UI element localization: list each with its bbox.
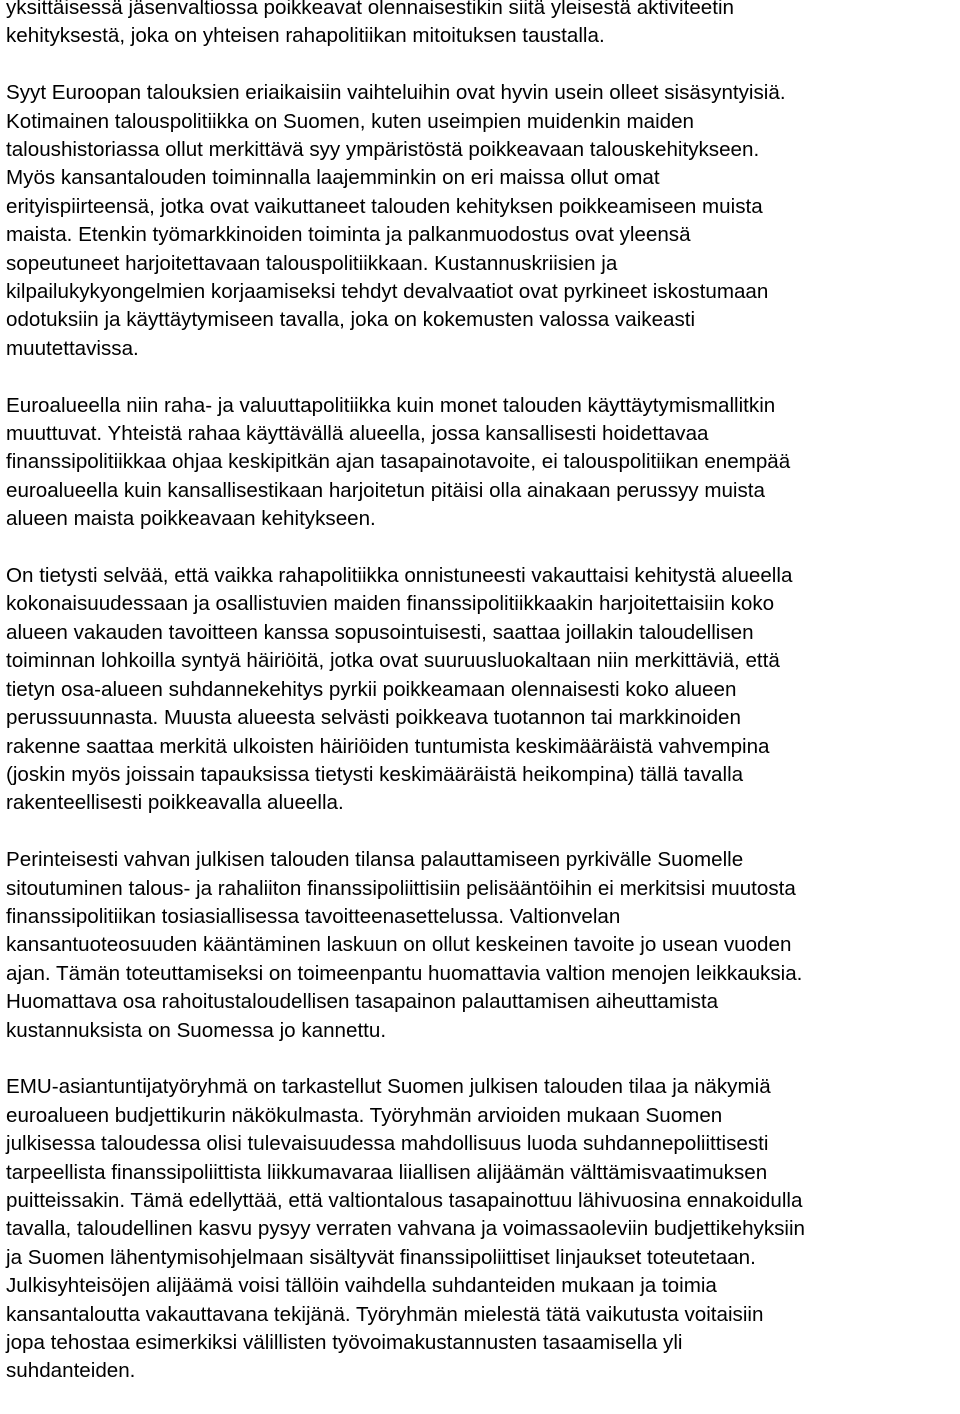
text-line: perussuunnasta. Muusta alueesta selvästi poikkeava tuotannon tai markkinoiden xyxy=(6,706,741,730)
text-line: rakenne saattaa merkitä ulkoisten häiriöiden tuntumista keskimääräistä vahvempina xyxy=(6,734,770,758)
text-line: kokonaisuudessaan ja osallistuvien maiden finanssipolitiikkaakin harjoitettaisiin koko xyxy=(6,592,775,616)
text-line: julkisessa taloudessa olisi tulevaisuudessa mahdollisuus luoda suhdannepoliittisesti xyxy=(6,1132,769,1156)
text-line: finanssipolitiikan tosiasiallisessa tavoitteenasettelussa. Valtionvelan xyxy=(6,904,621,928)
text-line: Huomattava osa rahoitustaloudellisen tasapainon palauttamisen aiheuttamista xyxy=(6,990,719,1014)
paragraph-4 xyxy=(6,562,956,818)
text-line: Euroalueella niin raha- ja valuuttapolitiikka kuin monet talouden käyttäytymismallitkin xyxy=(6,393,776,417)
text-line: ja Suomen lähentymisohjelmaan sisältyvät finanssipoliittiset linjaukset toteutetaan. xyxy=(6,1245,756,1269)
text-line: finanssipolitiikkaa ohjaa keskipitkän ajan tasapainotavoite, ei talouspolitiikan enempää xyxy=(6,450,791,474)
text-line: Myös kansantalouden toiminnalla laajemminkin on eri maissa ollut omat xyxy=(6,166,660,190)
text-line: puitteissakin. Tämä edellyttää, että valtiontalous tasapainottuu lähivuosina ennakoidulla xyxy=(6,1188,803,1212)
text-line: euroalueen budjettikurin näkökulmasta. Työryhmän arvioiden mukaan Suomen xyxy=(6,1103,723,1127)
text-line: odotuksiin ja käyttäytymiseen tavalla, joka on kokemusten valossa vaikeasti xyxy=(6,308,696,332)
text-line: euroalueella kuin kansallisestikaan harjoitetun pitäisi olla ainakaan perussyy muista xyxy=(6,478,765,502)
text-line: muuttuvat. Yhteistä rahaa käyttävällä alueella, jossa kansallisesti hoidettavaa xyxy=(6,422,709,446)
text-line: muutettavissa. xyxy=(6,336,139,360)
text-line: yksittäisessä jäsenvaltiossa poikkeavat olennaisestikin siitä yleisestä aktiviteetin xyxy=(6,0,735,19)
text-line: Kotimainen talouspolitiikka on Suomen, kuten useimpien muidenkin maiden xyxy=(6,109,695,133)
text-line: sitoutuminen talous- ja rahaliiton finanssipoliittisiin pelisääntöihin ei merkitsisi muutosta xyxy=(6,876,796,900)
text-line: alueen maista poikkeavaan kehitykseen. xyxy=(6,507,376,531)
text-line: Julkisyhteisöjen alijäämä voisi tällöin vaihdella suhdanteiden mukaan ja toimia xyxy=(6,1274,717,1298)
text-line: taloushistoriassa ollut merkittävä syy ympäristöstä poikkeavaan talouskehitykseen. xyxy=(6,138,760,162)
text-line: alueen vakauden tavoitteen kanssa sopusointuisesti, saattaa joillakin taloudellisen xyxy=(6,620,754,644)
text-line: Syyt Euroopan talouksien eriaikaisiin vaihteluihin ovat hyvin usein olleet sisäsyntyisiä. xyxy=(6,81,786,105)
paragraph-2 xyxy=(6,79,956,363)
text-line: maista. Etenkin työmarkkinoiden toiminta ja palkanmuodostus ovat yleensä xyxy=(6,223,691,247)
text-line: kansantaloutta vakauttavana tekijänä. Työryhmän mielestä tätä vaikutusta voitaisiin xyxy=(6,1302,764,1326)
paragraph-1 xyxy=(6,0,956,51)
paragraph-3 xyxy=(6,392,956,534)
text-line: kansantuoteosuuden kääntäminen laskuun on ollut keskeinen tavoite jo usean vuoden xyxy=(6,933,792,957)
text-line: ajan. Tämän toteuttamiseksi on toimeenpantu huomattavia valtion menojen leikkauksia. xyxy=(6,961,803,985)
text-line: kehityksestä, joka on yhteisen rahapolitiikan mitoituksen taustalla. xyxy=(6,24,605,48)
text-line: tarpeellista finanssipoliittista liikkumavaraa liiallisen alijäämän välttämisvaatimuksen xyxy=(6,1160,768,1184)
document-page xyxy=(6,0,956,1414)
text-line: On tietysti selvää, että vaikka rahapolitiikka onnistuneesti vakauttaisi kehitystä alueella xyxy=(6,564,793,588)
text-line: rakenteellisesti poikkeavalla alueella. xyxy=(6,791,344,815)
text-line: kustannuksista on Suomessa jo kannettu. xyxy=(6,1018,387,1042)
text-line: kilpailukykyongelmien korjaamiseksi tehdyt devalvaatiot ovat pyrkineet iskostumaan xyxy=(6,280,769,304)
text-line: (joskin myös joissain tapauksissa tietysti keskimääräistä heikompina) tällä tavalla xyxy=(6,762,744,786)
text-line: tavalla, taloudellinen kasvu pysyy verraten vahvana ja voimassaoleviin budjettikehyksiin xyxy=(6,1217,806,1241)
text-line: tietyn osa-alueen suhdannekehitys pyrkii poikkeamaan olennaisesti koko alueen xyxy=(6,677,737,701)
text-line: EMU-asiantuntijatyöryhmä on tarkastellut Suomen julkisen talouden tilaa ja näkymiä xyxy=(6,1075,771,1099)
text-line: suhdanteiden. xyxy=(6,1359,136,1383)
text-line: sopeutuneet harjoitettavaan talouspolitiikkaan. Kustannuskriisien ja xyxy=(6,251,618,275)
paragraph-5 xyxy=(6,846,956,1045)
text-line: jopa tehostaa esimerkiksi välillisten työvoimakustannusten tasaamisella yli xyxy=(6,1331,683,1355)
text-line: erityispiirteensä, jotka ovat vaikuttaneet talouden kehityksen poikkeamiseen muista xyxy=(6,194,763,218)
text-line: Perinteisesti vahvan julkisen talouden tilansa palauttamiseen pyrkivälle Suomelle xyxy=(6,848,744,872)
text-line: toiminnan lohkoilla syntyä häiriöitä, jotka ovat suuruusluokaltaan niin merkittäviä, että xyxy=(6,649,780,673)
paragraph-6 xyxy=(6,1073,956,1385)
